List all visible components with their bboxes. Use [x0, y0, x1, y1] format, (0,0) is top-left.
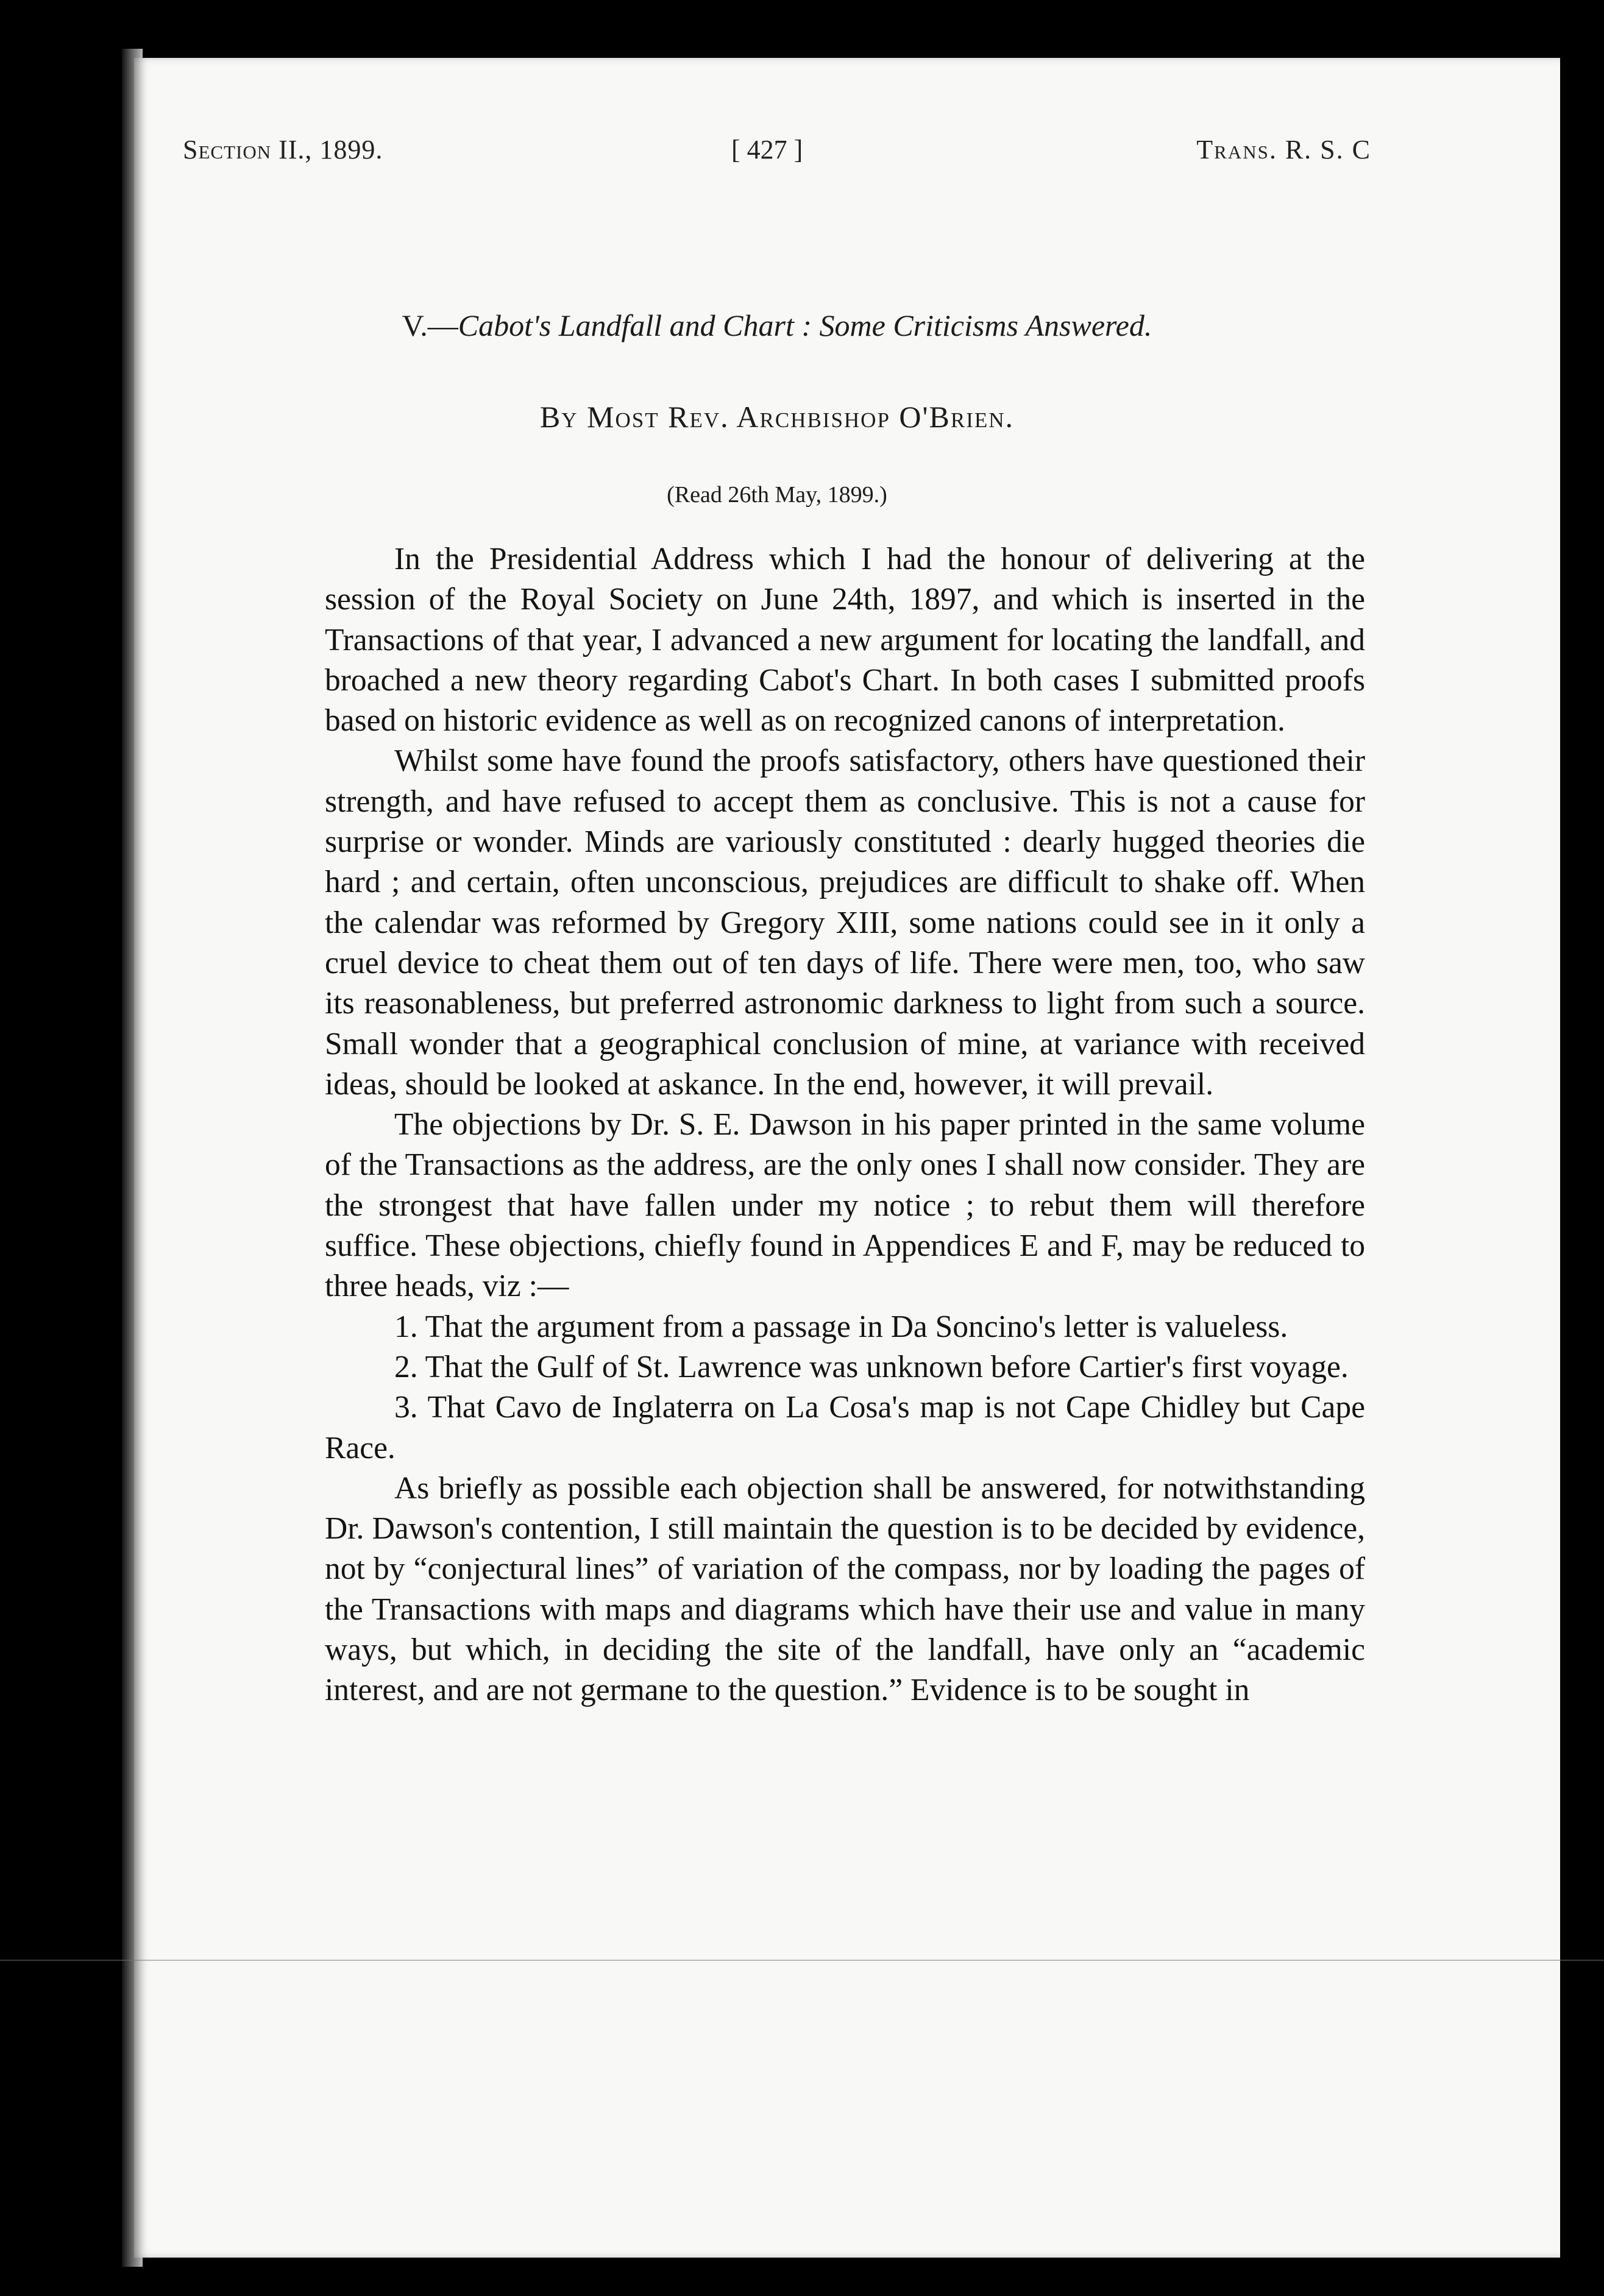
objection-1: 1. That the argument from a passage in Da Soncino's letter is valueless.: [394, 1309, 1288, 1344]
journal-label: Trans. R. S. C: [1196, 135, 1371, 165]
section-label: Section II., 1899.: [183, 135, 383, 165]
byline: By Most Rev. Archbishop O'Brien.: [539, 400, 1015, 434]
article-title-text: Cabot's Landfall and Chart : Some Criticisms Answered.: [458, 308, 1152, 342]
body-text: [325, 539, 1365, 1711]
paragraph-1: In the Presidential Address which I had the honour of delivering at the session of the Royal Society on June 24th, 1897, and which is inserted in the Transactions of that year, I advanced a new argument for locating the landfall, and broached a new theory regarding Cabot's Chart. In both cases I submitted proofs based on historic evidence as well as on recognized canons of interpretation.: [325, 542, 1365, 739]
scan-artifact-line: [0, 1960, 1604, 1961]
paragraph-2: Whilst some have found the proofs satisfactory, others have questioned their strength, and have refused to accept them as conclusive. This is not a cause for surprise or wonder. Minds are variously constituted : dearly hugged theories die hard ; and certain, often unconscious, prejudices are difficult to shake off. When the calendar was reformed by Gregory XIII, some nations could see in it only a cruel device to cheat them out of ten days of life. There were men, too, who saw its reasonableness, but preferred astronomic darkness to light from such a source. Small wonder that a geographical conclusion of mine, at variance with received ideas, should be looked at askance. In the end, however, it will prevail.: [325, 743, 1365, 1102]
objection-2: 2. That the Gulf of St. Lawrence was unknown before Cartier's first voyage.: [394, 1349, 1349, 1384]
paragraph-4: As briefly as possible each objection shall be answered, for notwithstanding Dr. Dawson's contention, I still maintain the question is to be decided by evidence, not by “conjectural lines” of variation of the compass, nor by loading the pages of the Transactions with maps and diagrams which have their use and value in many ways, but which, in deciding the site of the landfall, have only an “academic interest, and are not germane to the question.” Evidence is to be sought in: [325, 1470, 1365, 1708]
page-number: [ 427 ]: [731, 135, 803, 165]
objection-3: 3. That Cavo de Inglaterra on La Cosa's map is not Cape Chidley but Cape Race.: [325, 1390, 1365, 1465]
read-date: (Read 26th May, 1899.): [667, 482, 887, 508]
paragraph-3: The objections by Dr. S. E. Dawson in his paper printed in the same volume of the Transactions as the address, are the only ones I shall now consider. They are the strongest that have fallen under my notice ; to rebut them will therefore suffice. These objections, chiefly found in Appendices E and F, may be reduced to three heads, viz :—: [325, 1107, 1365, 1304]
article-number: V.—: [402, 308, 458, 342]
article-title: [183, 308, 1371, 343]
running-head: [183, 134, 1371, 177]
